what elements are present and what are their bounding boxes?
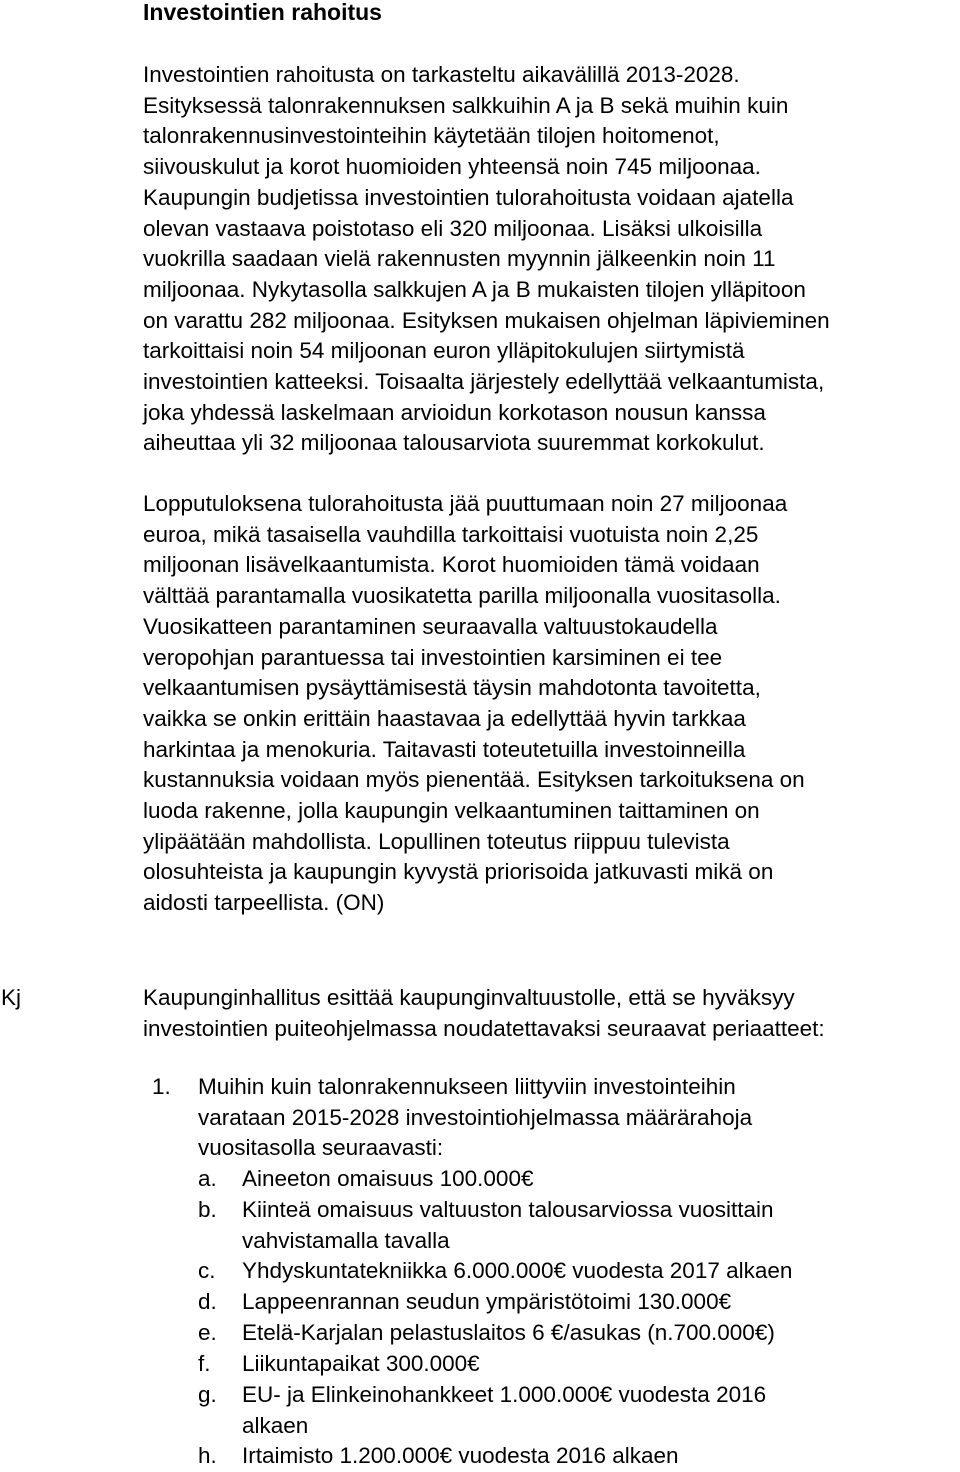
- sub-item-text: [242, 1380, 766, 1441]
- text-line: on varattu 282 miljoonaa. Esityksen mukaisen ohjelman läpivieminen: [143, 307, 830, 333]
- text-line: miljoonaa. Nykytasolla salkkujen A ja B mukaisten tilojen ylläpitoon: [143, 276, 806, 302]
- sub-item-text: [242, 1287, 731, 1318]
- list-number: 1.: [152, 1074, 171, 1099]
- text-line: aiheuttaa yli 32 miljoonaa talousarviota suuremmat korkokulut.: [143, 430, 765, 456]
- text-line: tarkoittaisi noin 54 miljoonan euron ylläpitokulujen siirtymistä: [143, 338, 745, 364]
- text-line: luoda rakenne, jolla kaupungin velkaantuminen taittaminen on: [143, 798, 760, 824]
- text-line: varataan 2015-2028 investointiohjelmassa määrärahoja: [198, 1104, 753, 1130]
- text-line: Investointien rahoitusta on tarkasteltu aikavälillä 2013-2028.: [143, 62, 740, 87]
- text-line: olevan vastaava poistotaso eli 320 miljoonaa. Lisäksi ulkoisilla: [143, 215, 763, 241]
- text-line: Muihin kuin talonrakennukseen liittyviin investointeihin: [198, 1074, 736, 1099]
- text-line: harkintaa ja menokuria. Taitavasti toteutetuilla investoinneilla: [143, 736, 746, 762]
- text-line: Lappeenrannan seudun ympäristötoimi 130.000€: [242, 1289, 732, 1314]
- paragraph-conclusion: [143, 489, 958, 919]
- text-line: investointien katteeksi. Toisaalta järjestely edellyttää velkaantumista,: [143, 369, 825, 395]
- sub-item-letter: f.: [198, 1351, 211, 1376]
- text-line: miljoonan lisävelkaantumista. Korot huomioiden tämä voidaan: [143, 552, 760, 578]
- sub-item-text: [242, 1164, 533, 1195]
- sub-item-text: [242, 1195, 774, 1256]
- text-line: ylipäätään mahdollista. Lopullinen toteutus riippuu tulevista: [143, 828, 730, 854]
- sub-item-text: [242, 1256, 792, 1287]
- text-line: vuokrilla saadaan vielä rakennusten myynnin jälkeenkin noin 11: [143, 246, 776, 272]
- sub-item-letter: e.: [198, 1320, 217, 1345]
- paragraph-financing-overview: [143, 60, 958, 459]
- text-line: Liikuntapaikat 300.000€: [242, 1351, 480, 1376]
- sub-item-letter: a.: [198, 1166, 217, 1191]
- text-line: EU- ja Elinkeinohankkeet 1.000.000€ vuodesta 2016: [242, 1382, 767, 1407]
- text-line: Aineeton omaisuus 100.000€: [242, 1166, 534, 1191]
- sub-item-letter: g.: [198, 1382, 217, 1407]
- sub-item-text: [242, 1318, 775, 1349]
- text-line: veropohjan parantuessa tai investointien karsiminen ei tee: [143, 644, 723, 670]
- text-line: Kiinteä omaisuus valtuuston talousarviossa vuosittain: [242, 1197, 774, 1222]
- text-line: vahvistamalla tavalla: [242, 1227, 450, 1253]
- text-line: Irtaimisto 1.200.000€ vuodesta 2016 alkaen: [242, 1443, 679, 1468]
- text-line: vuositasolla seuraavasti:: [198, 1135, 444, 1160]
- text-line: alkaen: [242, 1412, 309, 1438]
- text-line: Etelä-Karjalan pelastuslaitos 6 €/asukas (n.700.000€): [242, 1320, 775, 1345]
- sub-item-letter: h.: [198, 1443, 217, 1468]
- text-line: Esityksessä talonrakennuksen salkkuihin A ja B sekä muihin kuin: [143, 92, 789, 118]
- sub-item-letter: c.: [198, 1258, 216, 1283]
- text-line: aidosti tarpeellista. (ON): [143, 890, 385, 916]
- sub-item-text: [242, 1349, 480, 1380]
- text-line: Kaupunginhallitus esittää kaupunginvaltuustolle, että se hyväksyy: [143, 985, 795, 1010]
- text-line: euroa, mikä tasaisella vauhdilla tarkoittaisi vuotuista noin 2,25: [143, 521, 759, 547]
- text-line: investointien puiteohjelmassa noudatettavaksi seuraavat periaatteet:: [143, 1016, 825, 1041]
- sub-item-letter: d.: [198, 1289, 217, 1314]
- text-line: olosuhteista ja kaupungin kyvystä priorisoida jatkuvasti mikä on: [143, 859, 774, 885]
- text-line: Vuosikatteen parantaminen seuraavalla valtuustokaudella: [143, 613, 718, 639]
- sub-item-text: [242, 1441, 679, 1472]
- margin-label-kj: Kj: [1, 985, 22, 1010]
- section-heading: Investointien rahoitus: [143, 0, 382, 25]
- sub-item-letter: b.: [198, 1197, 217, 1222]
- text-line: velkaantumisen pysäyttämisestä täysin mahdotonta tavoitetta,: [143, 675, 761, 701]
- list-item-text: [198, 1072, 752, 1164]
- paragraph-proposal: [143, 982, 958, 1044]
- text-line: joka yhdessä laskelmaan arvioidun korkotason nousun kanssa: [143, 399, 766, 425]
- text-line: talonrakennusinvestointeihin käytetään tilojen hoitomenot,: [143, 123, 720, 149]
- text-line: Kaupungin budjetissa investointien tulorahoitusta voidaan ajatella: [143, 184, 794, 210]
- text-line: Yhdyskuntatekniikka 6.000.000€ vuodesta 2017 alkaen: [242, 1258, 793, 1283]
- text-line: kustannuksia voidaan myös pienentää. Esityksen tarkoituksena on: [143, 767, 805, 793]
- text-line: siivouskulut ja korot huomioiden yhteensä noin 745 miljoonaa.: [143, 154, 761, 180]
- text-line: välttää parantamalla vuosikatetta parilla miljoonalla vuositasolla.: [143, 583, 781, 609]
- text-line: vaikka se onkin erittäin haastavaa ja edellyttää hyvin tarkkaa: [143, 705, 746, 731]
- text-line: Lopputuloksena tulorahoitusta jää puuttumaan noin 27 miljoonaa: [143, 491, 788, 516]
